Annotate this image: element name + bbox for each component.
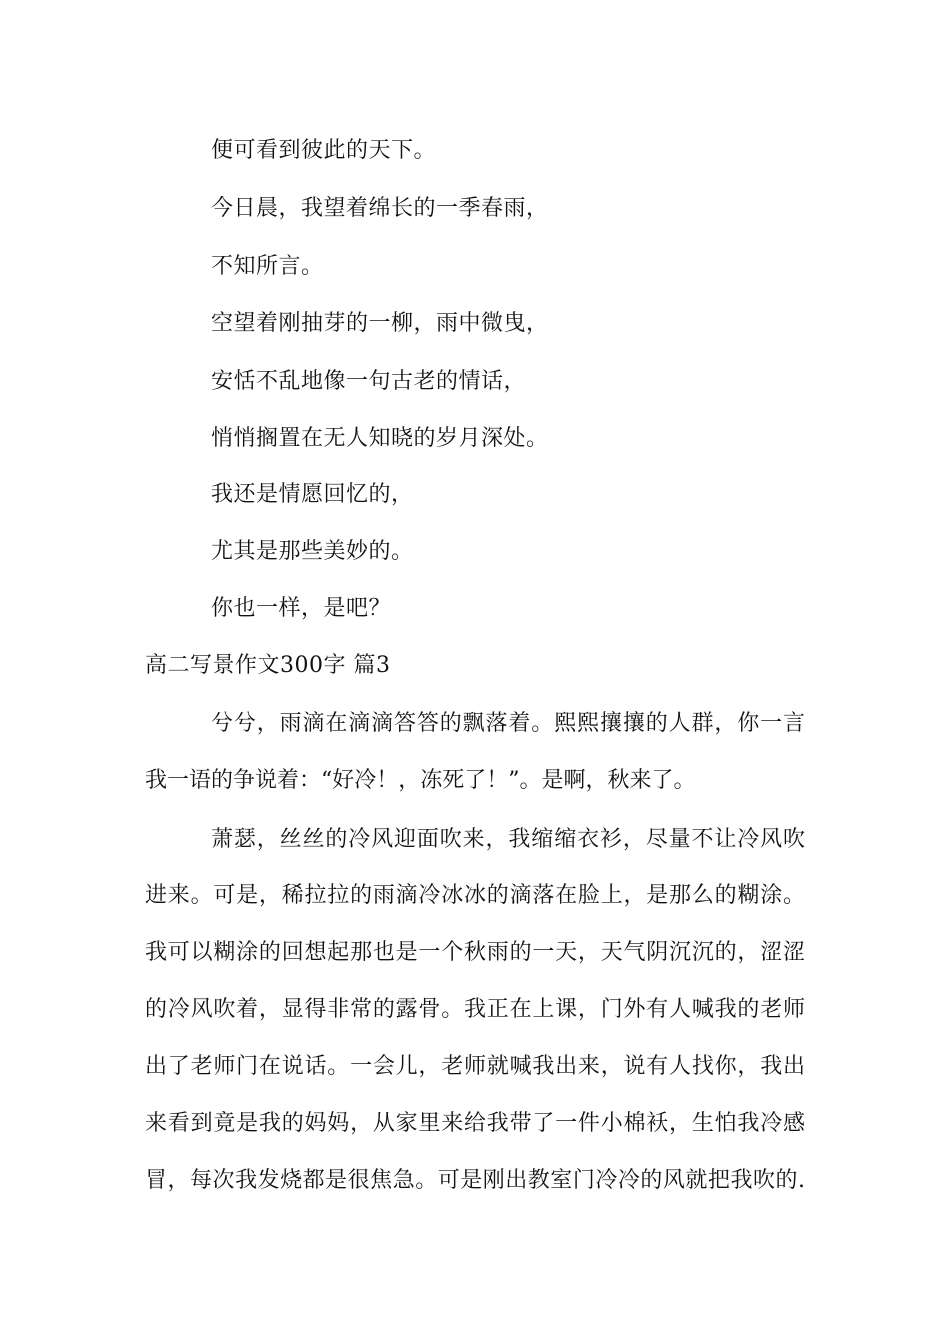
poem-line: 尤其是那些美妙的。	[211, 539, 414, 564]
paragraph-line: 冒，每次我发烧都是很焦急。可是刚出教室门冷冷的风就把我吹的.	[145, 1168, 805, 1193]
poem-line: 空望着刚抽芽的一柳，雨中微曳，	[211, 311, 549, 336]
poem-line: 悄悄搁置在无人知晓的岁月深处。	[211, 426, 549, 451]
poem-line: 你也一样，是吧？	[211, 596, 392, 621]
paragraph-line: 来看到竟是我的妈妈，从家里来给我带了一件小棉袄，生怕我冷感	[145, 1111, 805, 1136]
paragraph-line: 兮兮，雨滴在滴滴答答的飘落着。熙熙攘攘的人群，你一言	[211, 711, 805, 736]
paragraph-line: 我一语的争说着：“好冷！，冻死了！”。是啊，秋来了。	[145, 768, 696, 793]
poem-line: 我还是情愿回忆的，	[211, 482, 414, 507]
paragraph-line: 的冷风吹着，显得非常的露骨。我正在上课，门外有人喊我的老师	[145, 997, 805, 1022]
section-heading: 高二写景作文300字 篇3	[145, 653, 391, 678]
poem-line: 安恬不乱地像一句古老的情话，	[211, 369, 527, 394]
paragraph-line: 出了老师门在说话。一会儿，老师就喊我出来，说有人找你，我出	[145, 1054, 805, 1079]
poem-line: 便可看到彼此的天下。	[211, 138, 437, 163]
poem-line: 不知所言。	[211, 254, 324, 279]
paragraph-line: 萧瑟，丝丝的冷风迎面吹来，我缩缩衣衫，尽量不让冷风吹	[211, 827, 805, 852]
paragraph-line: 我可以糊涂的回想起那也是一个秋雨的一天，天气阴沉沉的，涩涩	[145, 940, 805, 965]
poem-line: 今日晨，我望着绵长的一季春雨，	[211, 196, 549, 221]
paragraph-line: 进来。可是，稀拉拉的雨滴冷冰冰的滴落在脸上，是那么的糊涂。	[145, 883, 805, 908]
